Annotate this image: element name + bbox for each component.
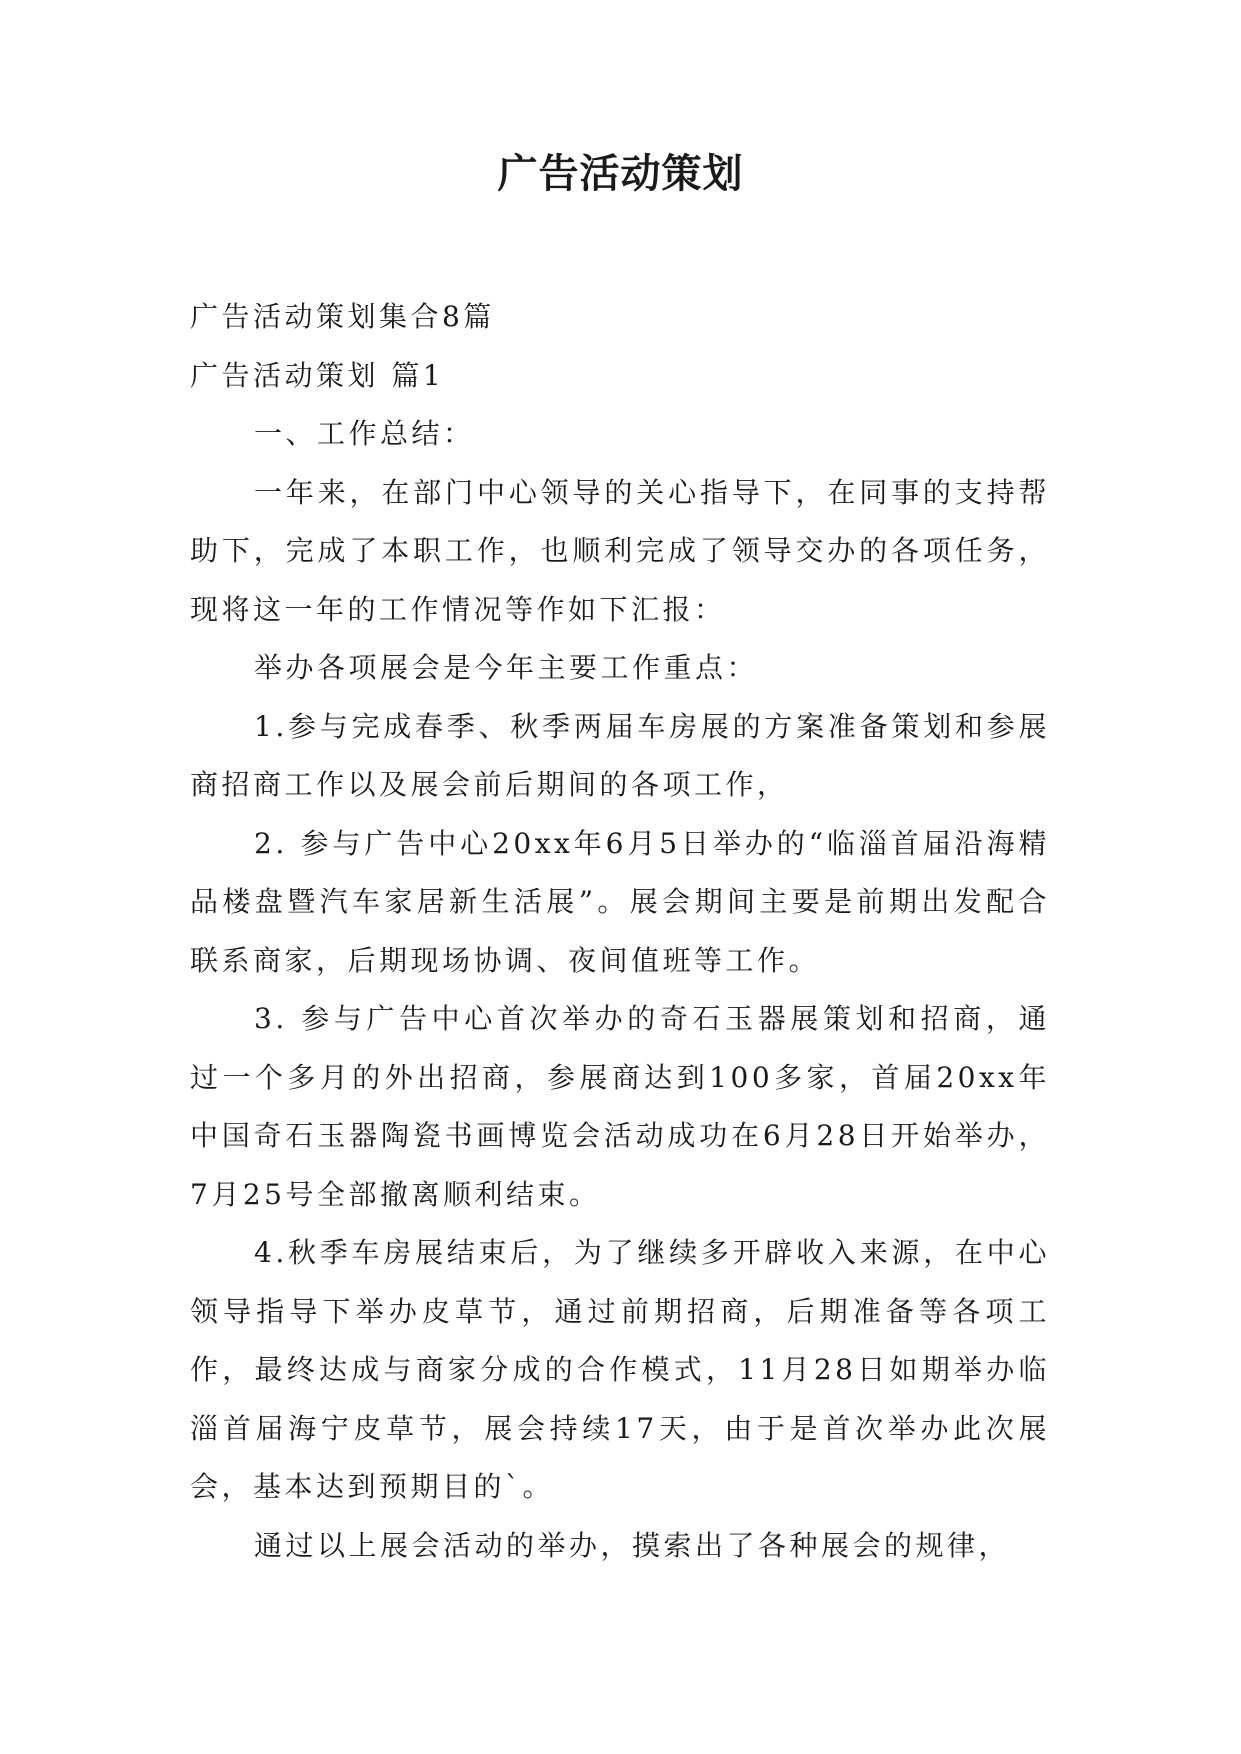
paragraph-intro: 一年来，在部门中心领导的关心指导下，在同事的支持帮助下，完成了本职工作，也顺利完成了领导交办的各项任务，现将这一年的工作情况等作如下汇报：: [190, 475, 1050, 626]
paragraph-conclusion: 通过以上展会活动的举办，摸索出了各种展会的规律，: [254, 1528, 1011, 1562]
section-heading: 广告活动策划 篇1: [190, 358, 445, 392]
paragraph-item-3: 3. 参与广告中心首次举办的奇石玉器展策划和招商，通过一个多月的外出招商，参展商达到100多家，首届20xx年中国奇石玉器陶瓷书画博览会活动成功在6月28日开始举办，7月25号全部撤离顺利结束。: [190, 1002, 1050, 1211]
paragraph-focus: 举办各项展会是今年主要工作重点：: [254, 651, 759, 684]
paragraph-work-summary-heading: 一、工作总结：: [254, 417, 475, 450]
paragraph-item-1: 1.参与完成春季、秋季两届车房展的方案准备策划和参展商招商工作以及展会前后期间的各项工作，: [190, 709, 1050, 801]
collection-subtitle: 广告活动策划集合8篇: [190, 300, 495, 333]
paragraph-item-2: 2. 参与广告中心20xx年6月5日举办的“临淄首届沿海精品楼盘暨汽车家居新生活展”。展会期间主要是前期出发配合联系商家，后期现场协调、夜间值班等工作。: [190, 826, 1050, 977]
paragraph-item-4: 4.秋季车房展结束后，为了继续多开辟收入来源，在中心领导指导下举办皮草节，通过前期招商，后期准备等各项工作，最终达成与商家分成的合作模式，11月28日如期举办临淄首届海宁皮草节，展会持续17天，由于是首次举办此次展会，基本达到预期目的`。: [190, 1236, 1050, 1503]
document-title: 广告活动策划: [497, 150, 744, 197]
document-body: [190, 288, 1050, 1575]
